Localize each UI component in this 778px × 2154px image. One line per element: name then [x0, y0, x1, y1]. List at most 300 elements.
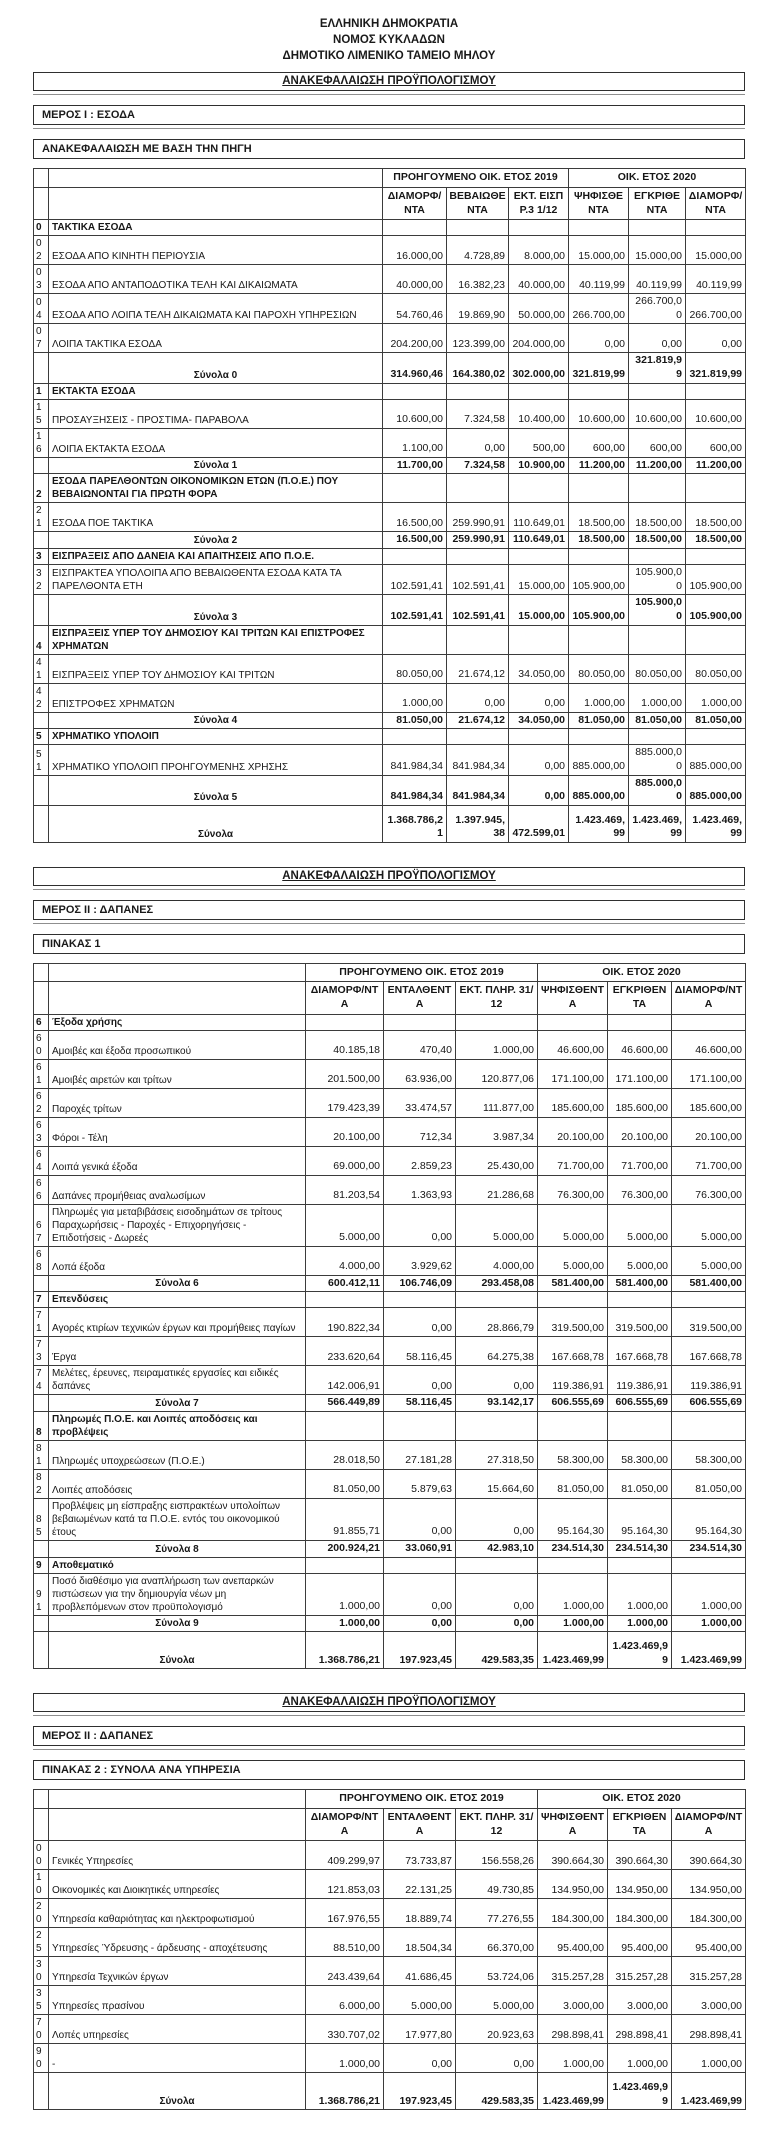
value-cell: 0,00: [384, 1615, 456, 1632]
table-row: [34, 428, 746, 457]
value-cell: 11.700,00: [383, 457, 447, 474]
value-cell: 28.866,79: [456, 1308, 538, 1337]
table-row: [34, 1957, 746, 1986]
agency-header: [33, 16, 745, 64]
table-row: [34, 2044, 746, 2073]
value-cell: 27.318,50: [456, 1441, 538, 1470]
column-header: ΔΙΑΜΟΡΦ/ΝΤΑ: [383, 187, 447, 219]
value-cell: 470,40: [384, 1030, 456, 1059]
value-cell: 184.300,00: [608, 1899, 672, 1928]
value-cell: 885.000,00: [569, 745, 629, 775]
value-cell: 566.449,89: [306, 1395, 384, 1412]
value-cell: 15.000,00: [629, 236, 686, 265]
table-row: [34, 1088, 746, 1117]
table-row: [34, 549, 746, 565]
value-cell: 34.050,00: [509, 654, 569, 683]
value-cell: 0,00: [384, 1308, 456, 1337]
value-cell: 1.000,00: [538, 2044, 608, 2073]
value-cell: [383, 474, 447, 503]
value-cell: 49.730,85: [456, 1870, 538, 1899]
value-cell: 0,00: [456, 2044, 538, 2073]
row-code: 03: [34, 265, 49, 294]
value-cell: 58.300,00: [538, 1441, 608, 1470]
value-cell: 18.500,00: [629, 532, 686, 549]
value-cell: 66.370,00: [456, 1928, 538, 1957]
row-code: [34, 1632, 49, 1669]
row-label: ΕΣΟΔΑ ΠΟΕ ΤΑΚΤΙΚΑ: [49, 503, 383, 532]
row-code: [34, 1395, 49, 1412]
row-label: ΕΣΟΔΑ ΑΠΟ ΛΟΙΠΑ ΤΕΛΗ ΔΙΚΑΙΩΜΑΤΑ ΚΑΙ ΠΑΡΟΧΗ ΥΠΗΡΕΣΙΩΝ: [49, 294, 383, 324]
row-label: Σύνολα 6: [49, 1275, 306, 1292]
row-code: [34, 1541, 49, 1558]
value-cell: 10.600,00: [629, 399, 686, 428]
header-blank: [34, 1808, 49, 1840]
row-code: 20: [34, 1899, 49, 1928]
value-cell: 319.500,00: [538, 1308, 608, 1337]
value-cell: 841.984,34: [383, 745, 447, 775]
value-cell: 5.000,00: [456, 1204, 538, 1246]
recap-title: ΑΝΑΚΕΦΑΛΑΙΩΣΗ ΠΡΟΫΠΟΛΟΓΙΣΜΟΥ: [282, 75, 496, 88]
value-cell: 409.299,97: [306, 1841, 384, 1870]
value-cell: 606.555,69: [672, 1395, 746, 1412]
value-cell: 105.900,00: [629, 595, 686, 625]
value-cell: 185.600,00: [608, 1088, 672, 1117]
table-row: [34, 775, 746, 805]
value-cell: 201.500,00: [306, 1059, 384, 1088]
value-cell: 18.500,00: [569, 503, 629, 532]
row-code: 60: [34, 1030, 49, 1059]
row-label: ΕΠΙΣΤΡΟΦΕΣ ΧΡΗΜΑΤΩΝ: [49, 683, 383, 712]
column-header: ΕΚΤ. ΠΛΗΡ. 31/12: [456, 982, 538, 1014]
value-cell: 0,00: [447, 428, 509, 457]
value-cell: 21.674,12: [447, 712, 509, 729]
table-title-income: ΑΝΑΚΕΦΑΛΑΙΩΣΗ ΜΕ ΒΑΣΗ ΤΗΝ ΠΗΓΗ: [33, 139, 745, 159]
row-label: Υπηρεσίες Ύδρευσης - άρδευσης - αποχέτευσης: [49, 1928, 306, 1957]
value-cell: [509, 549, 569, 565]
value-cell: 234.514,30: [608, 1541, 672, 1558]
value-cell: 16.500,00: [383, 503, 447, 532]
row-code: 64: [34, 1146, 49, 1175]
value-cell: 18.500,00: [686, 503, 746, 532]
value-cell: 16.382,23: [447, 265, 509, 294]
value-cell: 1.000,00: [456, 1030, 538, 1059]
value-cell: 185.600,00: [672, 1088, 746, 1117]
value-cell: 319.500,00: [672, 1308, 746, 1337]
value-cell: 5.000,00: [456, 1986, 538, 2015]
value-cell: [447, 220, 509, 236]
value-cell: [509, 474, 569, 503]
table-row: [34, 595, 746, 625]
value-cell: 33.060,91: [384, 1541, 456, 1558]
value-cell: [672, 1412, 746, 1441]
value-cell: 0,00: [384, 2044, 456, 2073]
value-cell: [447, 625, 509, 654]
value-cell: 167.668,78: [538, 1337, 608, 1366]
value-cell: [629, 383, 686, 399]
value-cell: 28.018,50: [306, 1441, 384, 1470]
value-cell: 20.100,00: [306, 1117, 384, 1146]
value-cell: 1.423.469,99: [538, 2073, 608, 2110]
row-label: Σύνολα 1: [49, 457, 383, 474]
row-code: 02: [34, 236, 49, 265]
value-cell: 1.000,00: [306, 2044, 384, 2073]
value-cell: 40.119,99: [629, 265, 686, 294]
value-cell: 2.859,23: [384, 1146, 456, 1175]
value-cell: 102.591,41: [447, 595, 509, 625]
row-code: [34, 532, 49, 549]
table-row: [34, 745, 746, 775]
value-cell: 21.286,68: [456, 1175, 538, 1204]
value-cell: [569, 729, 629, 745]
row-code: 32: [34, 565, 49, 595]
value-cell: 20.100,00: [608, 1117, 672, 1146]
value-cell: 1.000,00: [608, 1573, 672, 1615]
value-cell: 17.977,80: [384, 2015, 456, 2044]
header-blank: [34, 187, 49, 219]
value-cell: 18.504,34: [384, 1928, 456, 1957]
value-cell: 73.733,87: [384, 1841, 456, 1870]
header-blank: [49, 963, 306, 982]
row-label: ΕΙΣΠΡΑΚΤΕΑ ΥΠΟΛΟΙΠΑ ΑΠΟ ΒΕΒΑΙΩΘΕΝΤΑ ΕΣΟΔΑ ΚΑΤΑ ΤΑ ΠΑΡΕΛΘΟΝΤΑ ΕΤΗ: [49, 565, 383, 595]
value-cell: [383, 729, 447, 745]
year-group-header: ΠΡΟΗΓΟΥΜΕΝΟ ΟΙΚ. ΕΤΟΣ 2019: [383, 169, 569, 188]
table-row: [34, 1030, 746, 1059]
row-label: ΧΡΗΜΑΤΙΚΟ ΥΠΟΛΟΙΠ ΠΡΟΗΓΟΥΜΕΝΗΣ ΧΡΗΣΗΣ: [49, 745, 383, 775]
table-row: [34, 1117, 746, 1146]
table-row: [34, 1366, 746, 1395]
value-cell: 0,00: [509, 683, 569, 712]
row-label: Αποθεματικό: [49, 1557, 306, 1573]
value-cell: 885.000,00: [686, 745, 746, 775]
table-row: [34, 654, 746, 683]
table-row: [34, 2073, 746, 2110]
value-cell: [686, 220, 746, 236]
value-cell: 4.728,89: [447, 236, 509, 265]
value-cell: 33.474,57: [384, 1088, 456, 1117]
row-code: 51: [34, 745, 49, 775]
header-blank: [34, 963, 49, 982]
value-cell: 10.600,00: [569, 399, 629, 428]
value-cell: 80.050,00: [686, 654, 746, 683]
value-cell: 40.119,99: [569, 265, 629, 294]
value-cell: 8.000,00: [509, 236, 569, 265]
value-cell: 156.558,26: [456, 1841, 538, 1870]
value-cell: 102.591,41: [447, 565, 509, 595]
year-group-header: ΠΡΟΗΓΟΥΜΕΝΟ ΟΙΚ. ΕΤΟΣ 2019: [306, 1790, 538, 1809]
row-code: [34, 1615, 49, 1632]
spacer: [33, 1673, 745, 1689]
table-row: [34, 1615, 746, 1632]
value-cell: 266.700,00: [686, 294, 746, 324]
row-code: 73: [34, 1337, 49, 1366]
value-cell: 581.400,00: [538, 1275, 608, 1292]
row-label: Υπηρεσίες πρασίνου: [49, 1986, 306, 2015]
value-cell: 20.923,63: [456, 2015, 538, 2044]
row-label: Σύνολα: [49, 2073, 306, 2110]
value-cell: [447, 474, 509, 503]
row-code: 15: [34, 399, 49, 428]
value-cell: 20.100,00: [538, 1117, 608, 1146]
value-cell: [383, 383, 447, 399]
value-cell: 1.000,00: [306, 1573, 384, 1615]
value-cell: 204.200,00: [383, 324, 447, 353]
table-row: [34, 1014, 746, 1030]
table-row: [34, 1395, 746, 1412]
column-header: ΔΙΑΜΟΡΦ/ΝΤΑ: [672, 982, 746, 1014]
value-cell: 1.000,00: [608, 2044, 672, 2073]
value-cell: 46.600,00: [538, 1030, 608, 1059]
row-label: Λοπά έξοδα: [49, 1246, 306, 1275]
value-cell: 259.990,91: [447, 532, 509, 549]
value-cell: 81.203,54: [306, 1175, 384, 1204]
value-cell: 134.950,00: [608, 1870, 672, 1899]
value-cell: 293.458,08: [456, 1275, 538, 1292]
header-blank: [49, 169, 383, 188]
value-cell: 315.257,28: [538, 1957, 608, 1986]
value-cell: 234.514,30: [538, 1541, 608, 1558]
table-row: [34, 1499, 746, 1541]
value-cell: [686, 383, 746, 399]
row-label: Αγορές κτιρίων τεχνικών έργων και προμήθειες παγίων: [49, 1308, 306, 1337]
value-cell: 15.000,00: [509, 565, 569, 595]
row-label: Σύνολα 2: [49, 532, 383, 549]
value-cell: 1.423.469,99: [672, 1632, 746, 1669]
header-blank: [49, 187, 383, 219]
value-cell: 1.423.469,99: [629, 805, 686, 842]
value-cell: [509, 729, 569, 745]
recap-title: ΑΝΑΚΕΦΑΛΑΙΩΣΗ ΠΡΟΫΠΟΛΟΓΙΣΜΟΥ: [282, 1696, 496, 1709]
table-row: [34, 1541, 746, 1558]
value-cell: 4.000,00: [306, 1246, 384, 1275]
value-cell: 185.600,00: [538, 1088, 608, 1117]
value-cell: 81.050,00: [538, 1470, 608, 1499]
value-cell: 0,00: [456, 1366, 538, 1395]
value-cell: 16.500,00: [383, 532, 447, 549]
value-cell: 53.724,06: [456, 1957, 538, 1986]
row-label: Σύνολα 5: [49, 775, 383, 805]
value-cell: 81.050,00: [608, 1470, 672, 1499]
row-code: [34, 712, 49, 729]
value-cell: 21.674,12: [447, 654, 509, 683]
value-cell: [509, 220, 569, 236]
table-row: [34, 729, 746, 745]
row-label: ΧΡΗΜΑΤΙΚΟ ΥΠΟΛΟΙΠ: [49, 729, 383, 745]
value-cell: 71.700,00: [608, 1146, 672, 1175]
value-cell: 581.400,00: [608, 1275, 672, 1292]
row-code: 1: [34, 383, 49, 399]
row-label: ΕΚΤΑΚΤΑ ΕΣΟΔΑ: [49, 383, 383, 399]
value-cell: 76.300,00: [538, 1175, 608, 1204]
recap-banner: [33, 1693, 745, 1712]
value-cell: 390.664,30: [608, 1841, 672, 1870]
value-cell: [509, 383, 569, 399]
value-cell: 314.960,46: [383, 353, 447, 383]
row-label: ΕΙΣΠΡΑΞΕΙΣ ΑΠΟ ΔΑΝΕΙΑ ΚΑΙ ΑΠΑΙΤΗΣΕΙΣ ΑΠΟ Π.Ο.Ε.: [49, 549, 383, 565]
value-cell: [538, 1557, 608, 1573]
table-row: [34, 324, 746, 353]
value-cell: 712,34: [384, 1117, 456, 1146]
value-cell: 197.923,45: [384, 2073, 456, 2110]
row-label: ΠΡΟΣΑΥΞΗΣΕΙΣ - ΠΡΟΣΤΙΜΑ- ΠΑΡΑΒΟΛΑ: [49, 399, 383, 428]
value-cell: 5.000,00: [672, 1246, 746, 1275]
row-label: Σύνολα 0: [49, 353, 383, 383]
value-cell: [456, 1014, 538, 1030]
value-cell: [686, 729, 746, 745]
value-cell: 179.423,39: [306, 1088, 384, 1117]
value-cell: 58.116,45: [384, 1337, 456, 1366]
header-blank: [34, 1790, 49, 1809]
value-cell: 1.423.469,99: [672, 2073, 746, 2110]
value-cell: 81.050,00: [569, 712, 629, 729]
value-cell: 40.000,00: [509, 265, 569, 294]
row-label: Σύνολα 3: [49, 595, 383, 625]
value-cell: 197.923,45: [384, 1632, 456, 1669]
table-row: [34, 1986, 746, 2015]
value-cell: [608, 1292, 672, 1308]
value-cell: 95.400,00: [672, 1928, 746, 1957]
row-label: ΕΣΟΔΑ ΠΑΡΕΛΘΟΝΤΩΝ ΟΙΚΟΝΟΜΙΚΩΝ ΕΤΩΝ (Π.Ο.Ε.) ΠΟΥ ΒΕΒΑΙΩΝΟΝΤΑΙ ΓΙΑ ΠΡΩΤΗ ΦΟΡΑ: [49, 474, 383, 503]
value-cell: 302.000,00: [509, 353, 569, 383]
value-cell: 3.000,00: [608, 1986, 672, 2015]
value-cell: [608, 1014, 672, 1030]
table-row: [34, 1175, 746, 1204]
value-cell: 77.276,55: [456, 1899, 538, 1928]
table-row: [34, 625, 746, 654]
row-code: 67: [34, 1204, 49, 1246]
value-cell: 91.855,71: [306, 1499, 384, 1541]
value-cell: 3.929,62: [384, 1246, 456, 1275]
value-cell: 5.000,00: [384, 1986, 456, 2015]
value-cell: 171.100,00: [608, 1059, 672, 1088]
value-cell: 1.368.786,21: [306, 1632, 384, 1669]
column-header: ΔΙΑΜΟΡΦ/ΝΤΑ: [672, 1808, 746, 1840]
value-cell: 58.116,45: [384, 1395, 456, 1412]
row-label: Ποσό διαθέσιμο για αναπλήρωση των ανεπαρκών πιστώσεων για την δημιουργία νέων μη προβλεπόμενων στον προϋπολογισμό: [49, 1573, 306, 1615]
value-cell: 266.700,00: [629, 294, 686, 324]
row-label: Λοπές υπηρεσίες: [49, 2015, 306, 2044]
value-cell: 15.000,00: [569, 236, 629, 265]
table-row: [34, 1337, 746, 1366]
value-cell: 0,00: [686, 324, 746, 353]
table-row: [34, 1059, 746, 1088]
value-cell: 319.500,00: [608, 1308, 672, 1337]
table-row: [34, 1899, 746, 1928]
value-cell: 1.000,00: [686, 683, 746, 712]
year-group-header: ΟΙΚ. ΕΤΟΣ 2020: [538, 963, 746, 982]
value-cell: 204.000,00: [509, 324, 569, 353]
value-cell: 5.000,00: [608, 1246, 672, 1275]
value-cell: 1.368.786,21: [306, 2073, 384, 2110]
row-label: Σύνολα 7: [49, 1395, 306, 1412]
value-cell: 80.050,00: [569, 654, 629, 683]
value-cell: 885.000,00: [686, 775, 746, 805]
value-cell: 5.000,00: [672, 1204, 746, 1246]
row-label: Παροχές τρίτων: [49, 1088, 306, 1117]
value-cell: 1.423.469,99: [608, 2073, 672, 2110]
value-cell: 80.050,00: [383, 654, 447, 683]
value-cell: 0,00: [509, 745, 569, 775]
header-blank: [49, 982, 306, 1014]
value-cell: 0,00: [456, 1573, 538, 1615]
row-code: 42: [34, 683, 49, 712]
row-code: 63: [34, 1117, 49, 1146]
value-cell: 22.131,25: [384, 1870, 456, 1899]
value-cell: 40.119,99: [686, 265, 746, 294]
value-cell: 102.591,41: [383, 565, 447, 595]
value-cell: 390.664,30: [538, 1841, 608, 1870]
value-cell: [629, 220, 686, 236]
year-group-header: ΟΙΚ. ΕΤΟΣ 2020: [569, 169, 746, 188]
value-cell: [686, 549, 746, 565]
row-label: Σύνολα 8: [49, 1541, 306, 1558]
value-cell: 46.600,00: [672, 1030, 746, 1059]
value-cell: 4.000,00: [456, 1246, 538, 1275]
value-cell: 34.050,00: [509, 712, 569, 729]
row-code: [34, 595, 49, 625]
value-cell: 321.819,99: [629, 353, 686, 383]
value-cell: [538, 1014, 608, 1030]
table-row: [34, 1928, 746, 1957]
value-cell: 71.700,00: [672, 1146, 746, 1175]
value-cell: 120.877,06: [456, 1059, 538, 1088]
row-label: Επενδύσεις: [49, 1292, 306, 1308]
value-cell: 119.386,91: [672, 1366, 746, 1395]
value-cell: 0,00: [569, 324, 629, 353]
value-cell: 0,00: [447, 683, 509, 712]
value-cell: 20.100,00: [672, 1117, 746, 1146]
table-row: [34, 1557, 746, 1573]
value-cell: 95.400,00: [608, 1928, 672, 1957]
value-cell: 25.430,00: [456, 1146, 538, 1175]
table-row: [34, 1308, 746, 1337]
value-cell: 167.976,55: [306, 1899, 384, 1928]
value-cell: 134.950,00: [538, 1870, 608, 1899]
row-code: 8: [34, 1412, 49, 1441]
table-row: [34, 474, 746, 503]
table-row: [34, 399, 746, 428]
column-header: ΔΙΑΜΟΡΦ/ΝΤΑ: [306, 982, 384, 1014]
row-code: [34, 775, 49, 805]
value-cell: 102.591,41: [383, 595, 447, 625]
row-label: Οικονομικές και Διοικητικές υπηρεσίες: [49, 1870, 306, 1899]
value-cell: 15.000,00: [509, 595, 569, 625]
value-cell: 1.000,00: [569, 683, 629, 712]
value-cell: 46.600,00: [608, 1030, 672, 1059]
value-cell: 81.050,00: [383, 712, 447, 729]
value-cell: 321.819,99: [569, 353, 629, 383]
value-cell: 315.257,28: [672, 1957, 746, 1986]
row-label: Πληρωμές υποχρεώσεων (Π.Ο.Ε.): [49, 1441, 306, 1470]
table-row: [34, 1870, 746, 1899]
value-cell: 171.100,00: [538, 1059, 608, 1088]
row-label: Σύνολα: [49, 805, 383, 842]
value-cell: 81.050,00: [629, 712, 686, 729]
value-cell: 0,00: [384, 1366, 456, 1395]
value-cell: 266.700,00: [569, 294, 629, 324]
header-blank: [49, 1808, 306, 1840]
value-cell: [629, 625, 686, 654]
part-title-income: ΜΕΡΟΣ Ι : ΕΣΟΔΑ: [33, 105, 745, 125]
value-cell: [306, 1557, 384, 1573]
row-code: 35: [34, 1986, 49, 2015]
value-cell: 81.050,00: [686, 712, 746, 729]
value-cell: 1.363,93: [384, 1175, 456, 1204]
row-label: Αμοιβές και έξοδα προσωπικού: [49, 1030, 306, 1059]
value-cell: 1.423.469,99: [608, 1632, 672, 1669]
value-cell: 95.400,00: [538, 1928, 608, 1957]
value-cell: 0,00: [384, 1573, 456, 1615]
value-cell: [306, 1014, 384, 1030]
